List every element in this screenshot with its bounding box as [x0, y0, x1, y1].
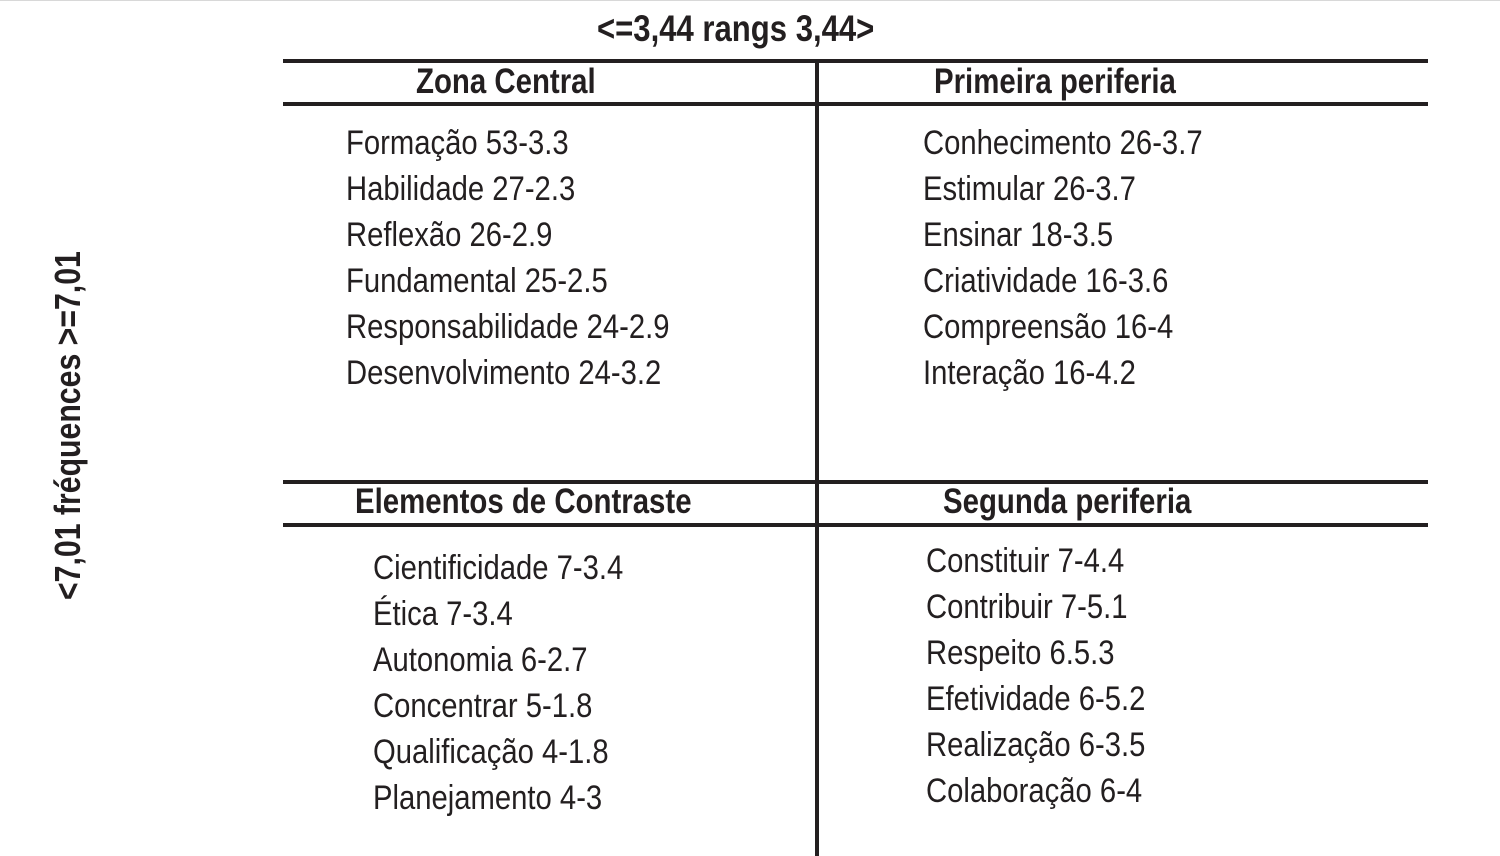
list-item: Ética 7-3.4 [373, 595, 513, 633]
second-periphery-list [926, 538, 1181, 814]
list-item: Constituir 7-4.4 [926, 542, 1125, 580]
list-item: Cientificidade 7-3.4 [373, 549, 624, 587]
list-item: Contribuir 7-5.1 [926, 588, 1128, 626]
list-item: Responsabilidade 24-2.9 [346, 308, 670, 346]
quadrant-title-contrast-elements: Elementos de Contraste [355, 482, 692, 521]
list-item: Estimular 26-3.7 [923, 170, 1136, 208]
rank-axis-label: <=3,44 rangs 3,44> [597, 8, 875, 49]
contrast-elements-list [373, 545, 664, 821]
list-item: Formação 53-3.3 [346, 124, 569, 162]
quadrant-title-first-periphery: Primeira periferia [934, 62, 1176, 101]
list-item: Compreensão 16-4 [923, 308, 1174, 346]
list-item: Colaboração 6-4 [926, 772, 1143, 810]
quadrant-title-central-zone: Zona Central [416, 62, 596, 101]
list-item: Habilidade 27-2.3 [346, 170, 576, 208]
lower-header-rule [283, 523, 1428, 527]
list-item: Planejamento 4-3 [373, 779, 603, 817]
list-item: Desenvolvimento 24-3.2 [346, 354, 662, 392]
list-item: Ensinar 18-3.5 [923, 216, 1114, 254]
list-item: Autonomia 6-2.7 [373, 641, 588, 679]
frequency-axis-label: <7,01 fréquences >=7,01 [47, 251, 88, 600]
first-periphery-list [923, 120, 1248, 396]
central-zone-list [346, 120, 722, 396]
list-item: Conhecimento 26-3.7 [923, 124, 1203, 162]
top-border [0, 0, 1500, 1]
list-item: Concentrar 5-1.8 [373, 687, 593, 725]
quadrant-title-second-periphery: Segunda periferia [943, 482, 1192, 521]
list-item: Realização 6-3.5 [926, 726, 1146, 764]
center-divider [815, 59, 819, 856]
list-item: Criatividade 16-3.6 [923, 262, 1169, 300]
list-item: Fundamental 25-2.5 [346, 262, 608, 300]
list-item: Interação 16-4.2 [923, 354, 1136, 392]
upper-header-rule [283, 102, 1428, 106]
list-item: Respeito 6.5.3 [926, 634, 1115, 672]
list-item: Qualificação 4-1.8 [373, 733, 609, 771]
list-item: Reflexão 26-2.9 [346, 216, 553, 254]
list-item: Efetividade 6-5.2 [926, 680, 1146, 718]
